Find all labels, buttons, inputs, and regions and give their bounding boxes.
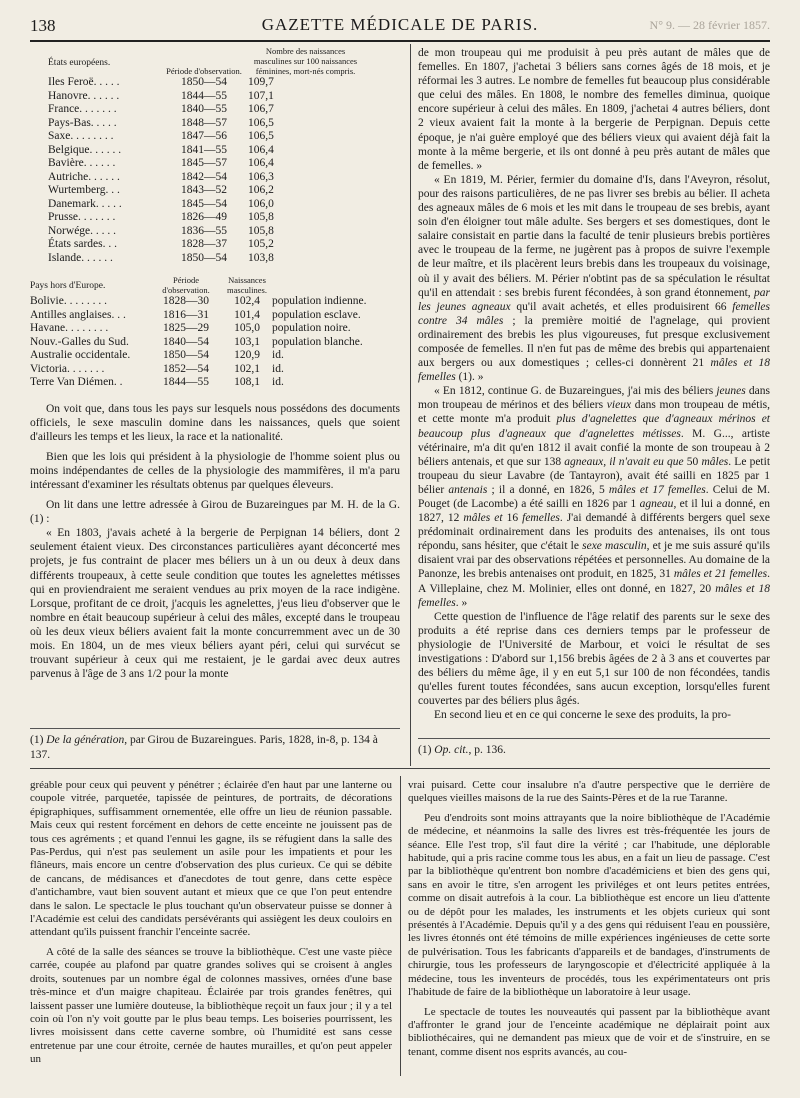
paragraph: gréable pour ceux qui peuvent y pénétrer ; éclairée d'en haut par une lanterne ou coupole vitrée, parquetée, tapissée de peintures, de portraits, de décorations épigraphiques, suffisamment ornementée, elle offre un lieu de réunion passable. Mais ceux qui restent forcément en dehors de cette enceinte ne jouissent pas de tous ces agréments ; et quand l'ennui les gagne, ils se réfugient dans la salle des Pas-Perdus, qui n'est pas seulement un asile pour les impatients et pour les flâneurs, mais encore un centre d'observation des plus curieux. Ce qui se débite de cancans, de médisances et d'anecdotes de tout genre, dans cette espèce d'antichambre, vaut bien souvent autant et mieux que ce que l'on peut entendre dans le salon. Le spectacle le plus touchant qu'un observateur puisse se donner à l'Académie est celui des candidats persévérants qui assiègent les deux couloirs en attendant qu'ils puissent franchir l'enceinte sacrée. xyxy=(30,779,392,939)
table-cell: 1852—54 xyxy=(163,362,209,375)
paragraph: « En 1812, continue G. de Buzareingues, j'ai mis des béliers jeunes dans mon troupeau de mérinos et des béliers vieux dans mon troupeau de métis, et cette monte m'a produit plus d'agnelettes que d'agneaux mérinos et beaucoup plus d'agneaux que d'agnelettes métisses. M. G..., artiste vétérinaire, m'a dit qu'en 1812 il avait confié la monte de son troupeau à 2 béliers antenais, et que sur 138 agneaux, il n'avait eu que 50 mâles. Le petit troupeau du sieur Lavabre (de Tantayron), avait été sailli en 1825 par 1 bélier antenais ; il a donné, en 1826, 5 mâles et 17 femelles. Celui de M. Pouget (de Lacombe) a été sailli en 1826 par 1 agneau, et il lui a donné, en 1827, 12 mâles et 16 femelles. J'ai demandé à différents bergers quel sexe prédominait ordinairement dans les produits des antenaises, ils ont tous répondu, sans hésiter, que c'était le sexe masculin, et je me suis assuré qu'ils disaient vrai par des observations répétées et personnelles. Au domaine de la Panonze, les brebis antenaises ont produit, en 1825, 31 mâles et 21 femelles. A Villeplaine, chez M. Molinier, elles ont donné, en 1827, 20 mâles et 18 femelles. » xyxy=(418,385,771,609)
table-cell: 1847—56 xyxy=(181,130,227,142)
table-cell: id. xyxy=(272,362,284,375)
table-cell: 106,5 xyxy=(248,130,274,142)
table-cell: 101,4 xyxy=(234,308,260,321)
table-cell: 1836—55 xyxy=(181,224,227,237)
table-row xyxy=(48,103,368,117)
table-cell: id. xyxy=(272,376,284,388)
table-cell: 109,7 xyxy=(248,76,274,88)
table-cell: 1825—29 xyxy=(163,322,209,334)
paragraph: « En 1819, M. Périer, fermier du domaine d'Is, dans l'Aveyron, résolut, pour des raisons particulières, de ne pas livrer ses brebis au bélier. Il acheta des agneaux mâles de 6 mois et les mit dans le troupeau de ses brebis, ayant soin d'en éloigner tout mâle adulte. Ses bergers et ses domestiques, dont le salaire consistait en partie dans la faculté de tenir plusieurs brebis portières avec le troupeau de la ferme, ne jugèrent pas à propos de suivre l'exemple de leur maître, et ils placèrent leurs brebis dans les troupeaux du voisinage, où il y avait des béliers. M. Périer n'obtint pas de sa spéculation le résultat qu'il en attendait : ses brebis furent fécondées, à son grand étonnement, par les jeunes agneaux qu'il avait achetés, et elles produisirent 66 femelles contre 34 mâles ; la première moitié de l'agnelage, qui provient ordinairement des brebis les plus vigoureuses, fut presque exclusivement composée de femelles. Il n'en fut pas de même des brebis qui appartenaient aux bergers ou aux domestiques ; celles-ci donnèrent 21 mâles et 18 femelles (1). » xyxy=(418,173,770,384)
table-row xyxy=(48,117,368,131)
section-rule xyxy=(30,768,770,769)
table-cell: Terre Van Diémen. . xyxy=(30,376,123,388)
table-cell: 107,1 xyxy=(248,89,274,102)
table-cell: 106,0 xyxy=(248,197,274,210)
paragraph: vrai puisard. Cette cour insalubre n'a d'autre perspective que le derrière de quelques vieilles maisons de la rue des Saints-Pères et de la rue Taranne. xyxy=(408,779,770,805)
table-row xyxy=(30,376,367,390)
table-cell: 103,1 xyxy=(234,335,260,348)
table-cell: 1850—54 xyxy=(163,349,209,361)
table-cell: 106,2 xyxy=(248,184,274,196)
bottom-right-column xyxy=(408,779,770,1059)
table-row xyxy=(48,198,368,212)
table-cell: 102,1 xyxy=(234,362,260,375)
table-cell: 106,7 xyxy=(248,103,274,115)
paragraph: Bien que les lois qui président à la physiologie de l'homme soient plus ou moins indépendantes de celles de la physiologie des mammifères, il m'a paru intéressant d'examiner les résultats obtenus par quelques éleveurs. xyxy=(30,450,400,491)
table-cell: Bolivie. . . . . . . . xyxy=(30,295,107,307)
paragraph: Cette question de l'influence de l'âge relatif des parents sur le sexe des produits a été reprise dans ces derniers temps par le professeur de physiologie de l'Université de Marbour, et voici le résultat de ses investigations : D'abord sur 1,156 brebis âgées de 2 à 3 ans et couvertes par des béliers du même âge, il y en eut 5,1 sur 100 de non fécondées, tandis qu'elles furent toutes fécondées, sans aucun exception, lorsqu'elles furent couvertes par des béliers plus âgés. xyxy=(418,610,770,708)
journal-title: GAZETTE MÉDICALE DE PARIS. xyxy=(261,15,539,34)
table-cell: 1845—57 xyxy=(181,157,227,169)
table-row xyxy=(30,336,367,350)
table-row xyxy=(30,363,367,377)
footnote-rule xyxy=(30,728,400,729)
table-row xyxy=(48,171,368,185)
table-cell: Bavière. . . . . . xyxy=(48,157,116,169)
table-row xyxy=(48,184,368,198)
table-header-row xyxy=(48,46,368,76)
table-cell: Saxe. . . . . . . . xyxy=(48,130,114,142)
quote-paragraph: « En 1803, j'avais acheté à la bergerie de Perpignan 14 béliers, dont 2 seulement étaient vieux. Des circonstances particulières ayant déconcerté mes projets, je fus contraint de placer mes béliers un à un ou deux à deux dans différents troupeaux, à cette seule condition que toutes les agnelettes métisses qui en proviendraient me seraient vendues au prix moyen de la race indigène. Lorsque, profitant de ce droit, j'acquis les agnelettes, j'eus lieu d'observer que le nombre en était beaucoup supérieur à celui des mâles, excepté dans le troupeau où les deux vieux béliers avaient fait la monte concurremment avec un de 30 mois. En 1804, un de mes vieux béliers ayant péri, celui qui survécut se trouvant supérieur à ceux qui me restaient, je le gardai avec deux autres parvenus à l'âge de 3 ans 1/2 pour la monte xyxy=(30,527,400,681)
non-european-births-table xyxy=(30,275,367,390)
table-cell: 1844—55 xyxy=(181,89,227,102)
table-cell: 102,4 xyxy=(234,295,260,307)
footnote-rule xyxy=(418,738,770,739)
page-number: 138 xyxy=(30,16,56,35)
paragraph: En second lieu et en ce qui concerne le sexe des produits, la pro- xyxy=(434,709,731,722)
table-row xyxy=(48,157,368,171)
bottom-left-column xyxy=(30,779,392,1067)
table-cell: 1816—31 xyxy=(163,308,209,321)
table-cell: Autriche. . . . . . xyxy=(48,170,120,183)
right-column xyxy=(418,46,770,723)
table-head-period: Période d'observation. xyxy=(166,66,242,76)
table-cell: 1842—54 xyxy=(181,170,227,183)
table-cell: Pays-Bas. . . . . xyxy=(48,116,117,129)
table-cell: Australie occidentale. xyxy=(30,349,131,361)
table-cell: France. . . . . . . xyxy=(48,103,117,115)
table-cell: Danemark. . . . . xyxy=(48,197,122,210)
left-footnote: (1) De la génération, par Girou de Buzareingues. Paris, 1828, in-8, p. 134 à 137. xyxy=(30,734,378,761)
table-head-country: Pays hors d'Europe. xyxy=(30,280,106,291)
table-cell: 1848—57 xyxy=(181,116,227,129)
table-row xyxy=(48,225,368,239)
table-cell: 1841—55 xyxy=(181,143,227,156)
table-cell: 1840—55 xyxy=(181,103,227,115)
left-column xyxy=(30,46,400,681)
table-cell: 106,4 xyxy=(248,143,274,156)
paragraph: A côté de la salle des séances se trouve la bibliothèque. C'est une vaste pièce carrée, coupée au plafond par quatre grandes solives qui se croisent à angles droits, soutenues par un nombre égal de colonnes massives, ornées d'une base très-mince et d'un maigre chapiteau. Éclairée par trois grandes fenêtres, qui laissent passer une lumière douteuse, la bibliothèque reçoit un faux jour ; il y a tel coin où l'on n'y voit goutte par le plus beau temps. Les boiseries pourrissent, les livres moisissent dans cette caverne sombre, où l'humidité est sans cesse entretenue par une cour étroite, cernée de hautes murailles, et qu'on peut appeler un xyxy=(30,945,392,1066)
table-row xyxy=(48,238,368,252)
column-rule xyxy=(400,776,401,1076)
table-head-period: Période d'observation. xyxy=(162,275,210,295)
table-cell: Nouv.-Galles du Sud. xyxy=(30,335,129,348)
table-cell: population esclave. xyxy=(272,308,361,321)
table-header-row xyxy=(30,275,367,295)
table-cell: 105,2 xyxy=(248,238,274,250)
table-cell: id. xyxy=(272,349,284,361)
table-head-births: Naissances masculines. xyxy=(227,275,267,295)
table-cell: 1844—55 xyxy=(163,376,209,388)
table-row xyxy=(48,211,368,225)
table-cell: 106,4 xyxy=(248,157,274,169)
table-cell: 106,5 xyxy=(248,116,274,129)
table-cell: 105,0 xyxy=(234,322,260,334)
table-cell: États sardes. . . xyxy=(48,238,117,250)
table-cell: 1843—52 xyxy=(181,184,227,196)
table-cell: Islande. . . . . . xyxy=(48,251,113,264)
table-cell: 108,1 xyxy=(234,376,260,388)
table-cell: 1828—37 xyxy=(181,238,227,250)
table-cell: Hanovre. . . . . . xyxy=(48,89,120,102)
table-cell: Havane. . . . . . . . xyxy=(30,322,109,334)
table-cell: 1845—54 xyxy=(181,197,227,210)
table-row xyxy=(30,295,367,309)
table-cell: population blanche. xyxy=(272,335,363,348)
table-cell: Norwége. . . . . xyxy=(48,224,117,237)
table-row xyxy=(30,309,367,323)
table-cell: Belgique. . . . . . xyxy=(48,143,122,156)
table-cell: 1828—30 xyxy=(163,295,209,307)
table-row xyxy=(48,76,368,90)
table-cell: population noire. xyxy=(272,322,351,334)
table-cell: 106,3 xyxy=(248,170,274,183)
european-births-table xyxy=(48,46,368,265)
table-row xyxy=(48,130,368,144)
paragraph: On voit que, dans tous les pays sur lesquels nous possédons des documents officiels, le sexe masculin domine dans les naissances, quels que soient d'ailleurs les temps et les lieux, la race et la nationalité. xyxy=(30,402,400,443)
right-footnote: (1) Op. cit., p. 136. xyxy=(418,744,506,756)
table-row xyxy=(48,90,368,104)
paragraph: Peu d'endroits sont moins attrayants que la noire bibliothèque de l'Académie de médecine, et néanmoins la salle des livres est très-fréquentée les jours de séance. Elle l'est trop, s'il faut dire la vérité ; car l'habitude, une déplorable habitude, qui a pris racine comme tous les abus, en a fait un lieu de passage. C'est par la bibliothèque qu'entrent bon nombre d'académiciens et bien des gens qui, sans en avoir le titre, s'en arrogent les priviléges et ont leurs petites entrées, comme on disait autrefois à la cour. La bibliothèque est encore un lieu d'attente ou de dépôt pour les malades, les instruments et les objets curieux qui sont présentés à l'Académie. Depuis qu'il y a des gens qui réduisent l'eau en poussière, les livres étonnés ont été témoins de mille expériences ingénieuses de cette sorte de pulvérisation. Tous les fabricants d'appareils et de bandages, d'instruments de chirurgie, tous les professeurs de laryngoscopie et d'électricité appliquée à la médecine, tous les inventeurs de procédés, tous les expérimentateurs ont pris l'habitude de faire de la bibliothèque un laboratoire à leur usage. xyxy=(408,811,770,999)
table-cell: Prusse. . . . . . . xyxy=(48,211,116,223)
table-head-country: États européens. xyxy=(48,57,111,68)
paragraph: Le spectacle de toutes les nouveautés qui passent par la bibliothèque avant d'affronter le grand jour de l'enceinte académique ne déplairait point aux bibliothécaires, qui ne demandent pas mieux que de voir et de s'instruire, en se tenant, comme disent nos esprits avancés, au cou- xyxy=(408,1005,770,1058)
table-cell: Victoria. . . . . . . xyxy=(30,362,105,375)
issue-date: N° 9. — 28 février 1857. xyxy=(649,18,770,32)
table-cell: 1850—54 xyxy=(181,76,227,88)
table-cell: 1850—54 xyxy=(181,251,227,264)
table-cell: 105,8 xyxy=(248,211,274,223)
table-cell: 120,9 xyxy=(234,349,260,361)
table-row xyxy=(30,349,367,363)
table-cell: Iles Feroë. . . . . xyxy=(48,76,120,88)
paragraph: On lit dans une lettre adressée à Girou de Buzareingues par M. H. de la G. (1) : xyxy=(30,499,400,526)
table-cell: 105,8 xyxy=(248,224,274,237)
paragraph: de mon troupeau qui me produisit à peu près autant de mâles que de femelles. En 1807, j'achetai 3 béliers sans cornes âgés de 18 mois, et je réformai les 3 autres. Le nombre de femelles fut beaucoup plus considérable que celui des mâles. En 1808, le nombre des femelles diminua, quoique encore supérieur à celui des mâles. En 1809, j'achetai 4 autres béliers, dont 2 vieux avaient fait la monte à la bergerie de Perpignan. Depuis cette époque, je n'ai guère employé que des béliers vieux qui avaient déjà fait la monte à la même bergerie, et ils ont donné à peu près autant de mâles que de femelles. » xyxy=(418,47,770,172)
table-cell: population indienne. xyxy=(272,295,367,307)
table-head-ratio: Nombre des naissances masculines sur 100 naissances féminines, mort-nés compris. xyxy=(253,46,358,76)
table-row xyxy=(30,322,367,336)
page-header xyxy=(30,14,770,42)
table-cell: Wurtemberg. . . xyxy=(48,184,120,196)
table-row xyxy=(48,144,368,158)
table-row xyxy=(48,252,368,266)
table-cell: 103,8 xyxy=(248,251,274,264)
table-cell: 1840—54 xyxy=(163,335,209,348)
table-cell: 1826—49 xyxy=(181,211,227,223)
table-cell: Antilles anglaises. . . xyxy=(30,308,126,321)
column-rule xyxy=(410,44,411,766)
